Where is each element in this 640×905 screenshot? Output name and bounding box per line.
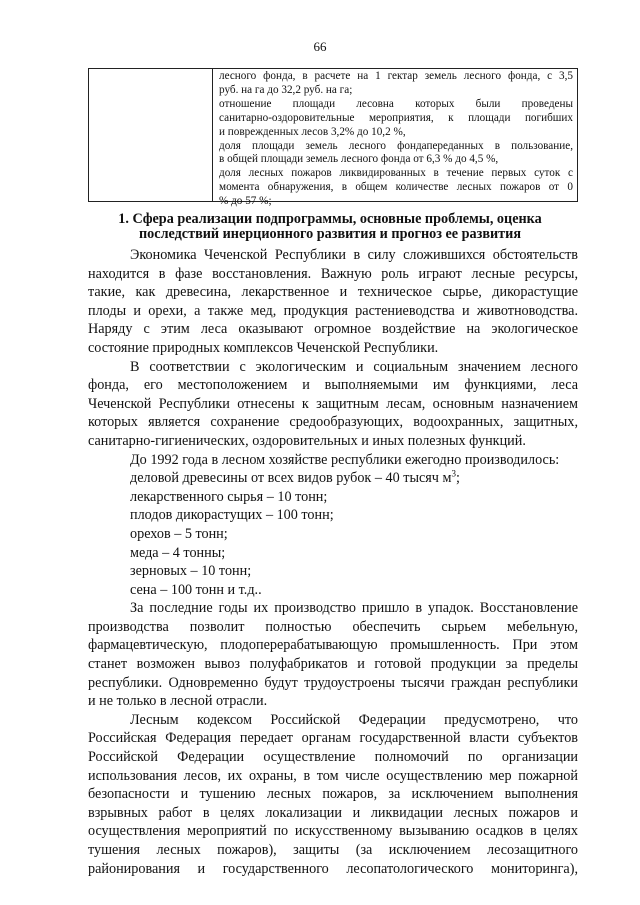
- table-line: доля лесных пожаров ликвидированных в течение первых суток с: [219, 167, 573, 180]
- page-number: 66: [313, 39, 327, 54]
- table-line: санитарно-оздоровительные мероприятия, к площади погибших: [219, 111, 573, 124]
- paragraph-line: станет возможен вывоз полуфабрикатов и готовой продукции за пределы: [88, 656, 578, 673]
- paragraph-line: фонда, его местоположением и выполняемыми им функциями, леса: [88, 377, 578, 394]
- table-left-cell: [89, 69, 213, 201]
- paragraph-line: Экономика Чеченской Республики в силу сложившихся обстоятельств: [130, 247, 578, 263]
- section-heading-line: последствий инерционного развития и прогноз ее развития: [139, 226, 521, 242]
- paragraph-line: и не только в лесной отрасли.: [88, 693, 268, 710]
- paragraph-line: состояние природных комплексов Чеченской Республики.: [88, 339, 439, 356]
- paragraph-line: До 1992 года в лесном хозяйстве республики ежегодно производилось:: [130, 451, 560, 468]
- paragraph-line: Российская Федерация передает органам государственной власти субъектов: [88, 730, 578, 747]
- table-line: отношение площади лесовна которых были проведены: [219, 97, 573, 110]
- table-line: доля площади земель лесного фондапереданных в пользование,: [219, 139, 573, 152]
- table-line: и поврежденных лесов 3,2% до 10,2 %,: [219, 125, 406, 138]
- paragraph-line: За последние годы их производство пришло в упадок. Восстановление: [130, 600, 578, 617]
- table-line: в общей площади земель лесного фонда от 6,3 % до 4,5 %,: [219, 153, 499, 166]
- paragraph-line: взрывных работ в целях локализации и ликвидации лесных пожаров и: [88, 804, 578, 821]
- paragraph-line: Наряду с этим леса оказывают огромное воздействие на экологическое: [88, 321, 578, 338]
- body-text: [88, 246, 578, 878]
- paragraph-line: Российской Федерации осуществление полномочий по организации: [88, 749, 578, 766]
- table-line: момента обнаружения, в общем количестве лесных пожаров от 0: [219, 181, 573, 194]
- paragraph-line: Лесным кодексом Российской Федерации предусмотрено, что: [130, 711, 578, 728]
- table-line: % до 57 %;: [219, 195, 272, 208]
- paragraph-line: Чеченской Республики отнесены к защитным лесам, основным назначением: [88, 395, 578, 412]
- paragraph-line: районирования и государственного лесопатологического мониторинга),: [88, 860, 578, 877]
- list-item-end: ;: [455, 470, 460, 487]
- paragraph-line: республики. Одновременно будут трудоустроены тысячи граждан республики: [88, 674, 578, 691]
- list-item: орехов – 5 тонн;: [130, 525, 228, 542]
- list-item: меда – 4 тонны;: [130, 544, 226, 561]
- paragraph-line: которых является сохранение средообразующих, водоохранных, защитных,: [88, 414, 578, 431]
- indicators-table: [88, 68, 578, 208]
- paragraph-line: безопасности и тушению лесных пожаров, за исключением выполнения: [88, 786, 578, 803]
- section-heading: [80, 212, 580, 242]
- list-item-text: деловой древесины от всех видов рубок – 40 тысяч м: [130, 470, 452, 487]
- list-item: [88, 469, 578, 488]
- cubic-superscript: 3: [451, 469, 456, 479]
- list-item: плодов дикорастущих – 100 тонн;: [130, 507, 334, 524]
- list-item: сена – 100 тонн и т.д..: [130, 581, 262, 598]
- table-line: руб. на га до 32,2 руб. на га;: [219, 83, 353, 96]
- section-heading-line: 1. Сфера реализации подпрограммы, основные проблемы, оценка: [118, 211, 542, 227]
- paragraph-line: использования лесов, их охраны, в том числе осуществлению мер пожарной: [88, 767, 578, 784]
- paragraph-line: такие, как древесина, лекарственное и техническое сырье, дикорастущие: [88, 284, 578, 301]
- table-line: лесного фонда, в расчете на 1 гектар земель лесного фонда, с 3,5: [219, 70, 573, 82]
- list-item: зерновых – 10 тонн;: [130, 563, 252, 580]
- paragraph-line: плоды и орехи, а также мед, продукция растениеводства и животноводства.: [88, 302, 578, 319]
- paragraph-line: санитарно-гигиенических, оздоровительных и иных полезных функций.: [88, 432, 526, 449]
- paragraph-line: осуществления мероприятий по искусственному вызыванию осадков в целях: [88, 823, 578, 840]
- paragraph-line: фармацевтическую, плодоперерабатывающую промышленность. При этом: [88, 637, 578, 654]
- paragraph-line: тушения лесных пожаров), защиты (за исключением лесозащитного: [88, 842, 578, 858]
- list-item: лекарственного сырья – 10 тонн;: [130, 488, 328, 505]
- paragraph-line: В соответствии с экологическим и социальным значением лесного: [130, 358, 578, 375]
- paragraph-line: находится в фазе восстановления. Важную роль играют лесные ресурсы,: [88, 265, 578, 282]
- table-right-cell: [213, 69, 577, 208]
- paragraph-line: производства позволит полностью обеспечить сырьем мебельную,: [88, 618, 578, 635]
